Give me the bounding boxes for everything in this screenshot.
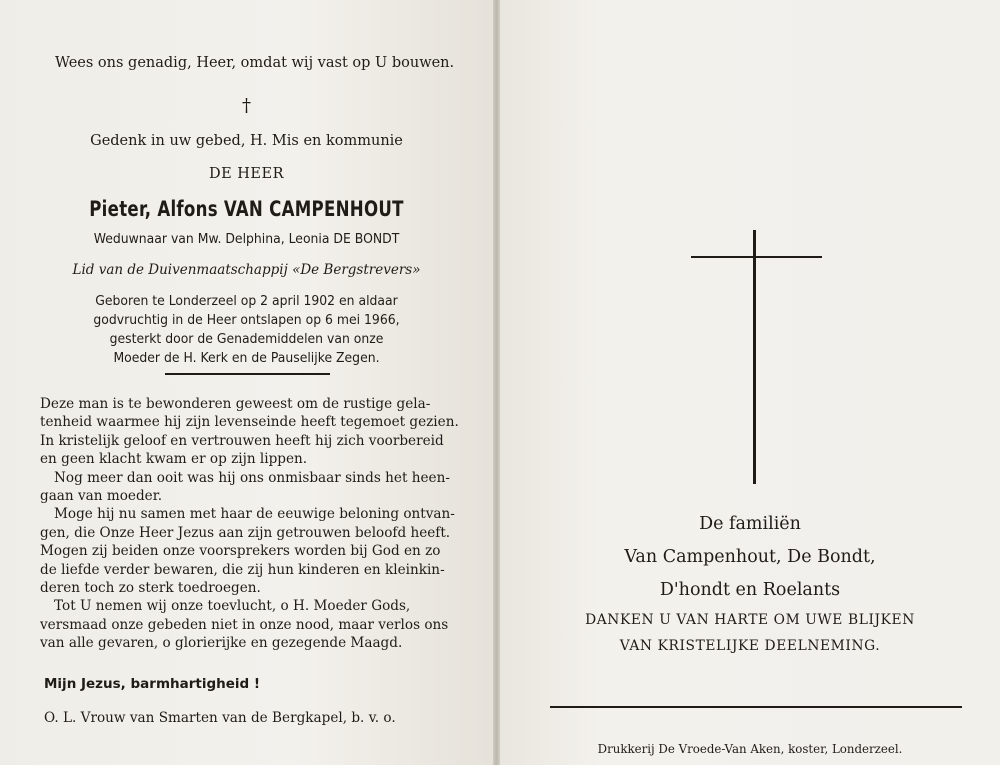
family-names: Van Campenhout, De Bondt, [624,547,876,567]
deceased-name: Pieter, Alfons VAN CAMPENHOUT [89,197,404,221]
text-line: tenheid waarmee hij zijn levenseinde heeft tegemoet gezien. [40,414,459,431]
indulgence-line: O. L. Vrouw van Smarten van de Bergkapel, b. v. o. [44,710,396,726]
text-line: deren toch zo sterk toedroegen. [40,580,261,597]
text-line: gaan van moeder. [40,488,163,505]
family-names: D'hondt en Roelants [659,580,841,600]
text-line: en geen klacht kwam er op zijn lippen. [40,451,308,468]
large-cross-icon [753,230,756,484]
right-page [500,0,1000,765]
divider [550,706,962,708]
text-line: Moge hij nu samen met haar de eeuwige beloning ontvan- [54,506,455,523]
text-line: gen, die Onze Heer Jezus aan zijn getrouwen beloofd heeft. [40,524,451,541]
text-line: Deze man is te bewonderen geweest om de rustige gela- [40,396,431,412]
left-page [0,0,493,765]
text-line: versmaad onze gebeden niet in onze nood, maar verlos ons [40,616,449,633]
text-line: Nog meer dan ooit was hij ons onmisbaar sinds het heen- [54,469,450,486]
prayer-invocation: Mijn Jezus, barmhartigheid ! [44,676,261,692]
text-line: In kristelijk geloof en vertrouwen heeft hij zich voorbereid [40,432,444,449]
birth-line: Geboren te Londerzeel op 2 april 1902 en aldaar [95,293,398,309]
honorific-title: DE HEER [208,166,285,182]
membership-line: Lid van de Duivenmaatschappij «De Bergstrevers» [72,262,421,278]
cross-icon: † [242,95,251,116]
text-line: Mogen zij beiden onze voorsprekers worden bij God en zo [40,543,441,560]
widower-line: Weduwnaar van Mw. Delphina, Leonia DE BONDT [93,231,400,247]
divider [165,373,330,375]
motto: Wees ons genadig, Heer, omdat wij vast op U bouwen. [55,55,455,71]
text-line: Tot U nemen wij onze toevlucht, o H. Moeder Gods, [54,598,411,615]
birth-line: godvruchtig in de Heer ontslapen op 6 mei 1966, [93,312,400,328]
thanks-line: VAN KRISTELIJKE DEELNEMING. [619,638,881,654]
birth-line: gesterkt door de Genademiddelen van onze [109,331,384,347]
text-line: van alle gevaren, o glorierijke en gezegende Maagd. [40,635,403,652]
remembrance-request: Gedenk in uw gebed, H. Mis en kommunie [90,133,403,149]
birth-line: Moeder de H. Kerk en de Pauselijke Zegen. [113,350,380,366]
families-heading: De familiën [699,514,801,534]
thanks-line: DANKEN U VAN HARTE OM UWE BLIJKEN [585,612,915,628]
page-fold [493,0,500,765]
printer-credit: Drukkerij De Vroede-Van Aken, koster, Londerzeel. [597,742,903,756]
eulogy-text [40,395,458,653]
text-line: de liefde verder bewaren, die zij hun kinderen en kleinkin- [40,561,445,578]
large-cross-bar [691,256,822,258]
